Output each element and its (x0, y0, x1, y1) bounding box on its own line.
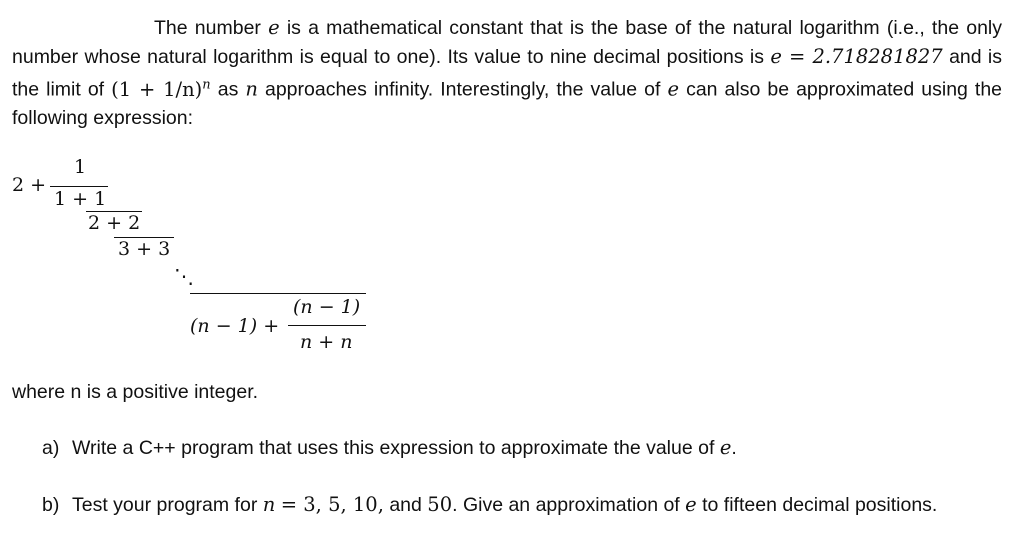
math-fifty: 50 (427, 493, 453, 516)
formula-denominator-3: 3 + 3 (118, 238, 171, 260)
where-line: where n is a positive integer. (12, 381, 259, 403)
intro-text: The number (154, 17, 261, 39)
math-n: n (262, 493, 276, 516)
math-e: e (667, 77, 680, 101)
math-e-value: e = 2.718281827 (770, 44, 943, 68)
intro-text: can also be approximated using the following expression: (12, 78, 1003, 129)
math-values: = 3, 5, 10, (280, 493, 384, 516)
formula-two-plus: 2 + (12, 174, 47, 196)
fraction-bar-5 (288, 325, 366, 326)
intro-text: and is the limit of (12, 45, 1003, 101)
question-a-label: a) (42, 437, 60, 459)
question-a-text: Write a C++ program that uses this expression to approximate the value of (72, 437, 715, 459)
intro-text: is a mathematical constant that is the base of the natural logarithm (i.e., the only number whose natural logarithm is equal to one). Its value to nine decimal positions is (12, 17, 1002, 68)
fraction-bar-4 (190, 293, 366, 294)
math-limit: $(1 + 1/n)^n$ (111, 77, 211, 101)
formula-last-left: (n − 1) + (190, 315, 280, 337)
math-e: e (268, 16, 280, 39)
question-b-text: . Give an approximation of (452, 494, 680, 516)
formula-numerator-1: 1 (74, 156, 87, 178)
question-b-label: b) (42, 494, 60, 516)
math-e: e (685, 493, 697, 516)
formula-last-denominator: n + n (300, 331, 353, 353)
formula-ellipsis: ⋱ (174, 264, 194, 288)
question-b-text: Test your program for (72, 494, 258, 516)
formula-last-numerator: (n − 1) (293, 296, 361, 318)
question-b (42, 491, 1002, 519)
question-b-text: and (389, 494, 422, 516)
math-n: n (245, 77, 258, 101)
question-a-end: . (731, 437, 737, 459)
intro-paragraph (12, 14, 1002, 133)
question-a (42, 434, 1002, 462)
math-e: e (719, 436, 732, 459)
question-b-end: to fifteen decimal positions. (702, 494, 938, 516)
fraction-bar-1 (50, 186, 108, 187)
intro-text: as (217, 78, 239, 101)
intro-text: approaches infinity. Interestingly, the value of (264, 78, 661, 101)
formula-denominator-2: 2 + 2 (88, 212, 141, 234)
formula-denominator-1: 1 + 1 (54, 188, 107, 210)
